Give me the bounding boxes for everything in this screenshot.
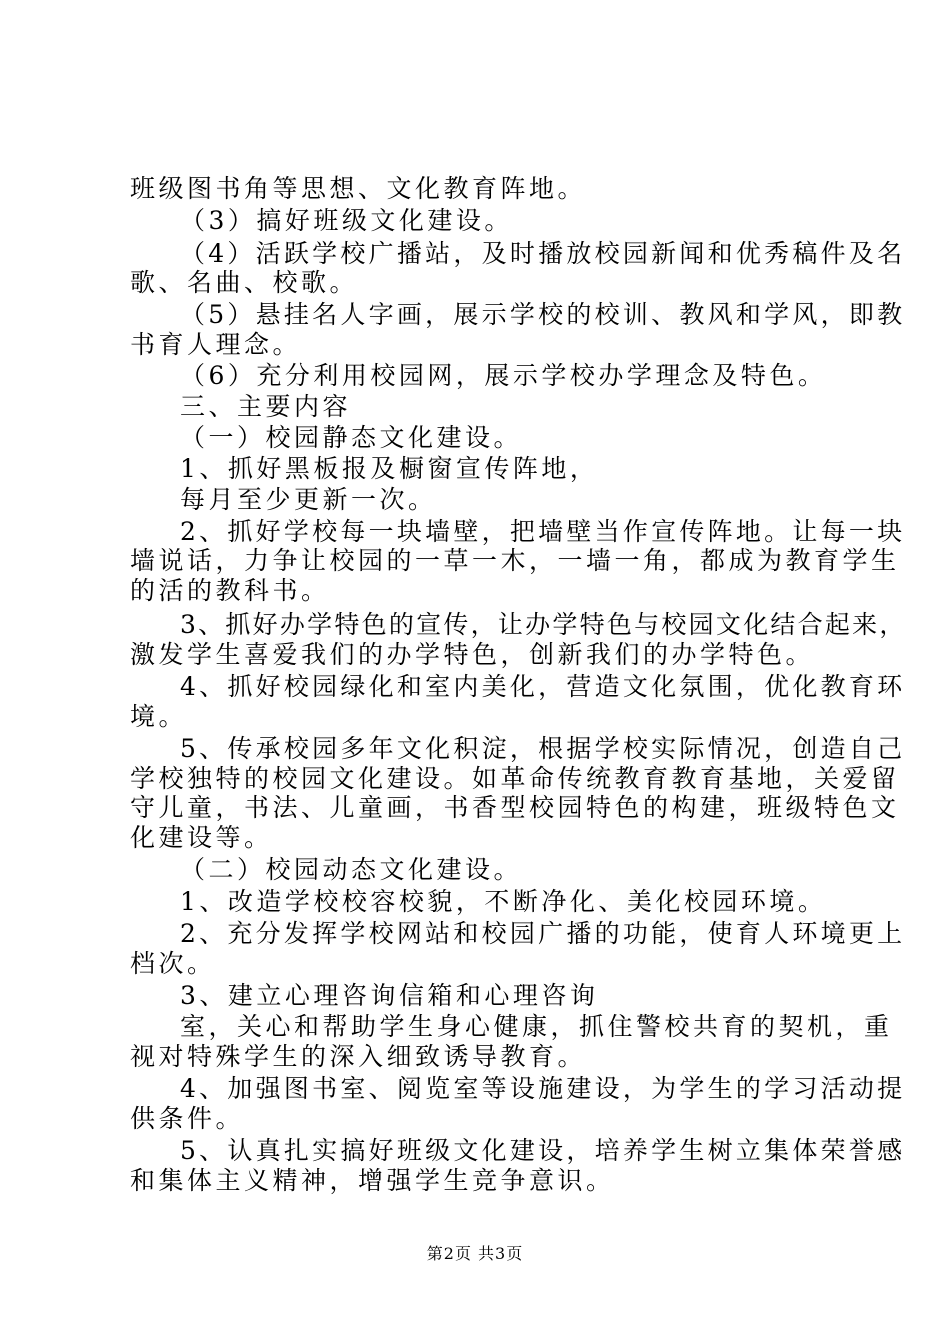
text-line: （3）搞好班级文化建设。 bbox=[180, 206, 513, 235]
text-line: 4、加强图书室、阅览室等设施建设，为学生的学习活动提 bbox=[180, 1074, 906, 1103]
text-line: （5）悬挂名人字画，展示学校的校训、教风和学风，即教 bbox=[180, 300, 906, 329]
section-heading: 三、主要内容 bbox=[180, 392, 352, 421]
text-line: 供条件。 bbox=[130, 1104, 245, 1133]
text-line: 的活的教科书。 bbox=[130, 576, 330, 605]
text-line: 档次。 bbox=[130, 949, 216, 978]
text-line: 3、建立心理咨询信箱和心理咨询 bbox=[180, 981, 599, 1010]
text-line: （6）充分利用校园网，展示学校办学理念及特色。 bbox=[180, 361, 827, 390]
text-line: 3、抓好办学特色的宣传，让办学特色与校园文化结合起来， bbox=[180, 610, 907, 639]
text-line: 2、抓好学校每一块墙壁，把墙壁当作宣传阵地。让每一块 bbox=[180, 517, 906, 546]
text-line: 歌、名曲、校歌。 bbox=[130, 268, 359, 297]
text-line: 5、传承校园多年文化积淀，根据学校实际情况，创造自己 bbox=[180, 734, 906, 763]
text-line: 1、改造学校校容校貌，不断净化、美化校园环境。 bbox=[180, 887, 827, 916]
subsection-heading: （一）校园静态文化建设。 bbox=[180, 423, 523, 452]
text-line: 1、抓好黑板报及橱窗宣传阵地， bbox=[180, 454, 599, 483]
text-line: 和集体主义精神，增强学生竞争意识。 bbox=[130, 1166, 615, 1195]
text-line: 2、充分发挥学校网站和校园广播的功能，使育人环境更上 bbox=[180, 919, 906, 948]
text-line: 书育人理念。 bbox=[130, 330, 302, 359]
text-line: 班级图书角等思想、文化教育阵地。 bbox=[130, 174, 587, 203]
text-line: 每月至少更新一次。 bbox=[180, 485, 437, 514]
text-line: 5、认真扎实搞好班级文化建设，培养学生树立集体荣誉感 bbox=[180, 1136, 906, 1165]
text-line: 境。 bbox=[130, 702, 188, 731]
text-line: 墙说话，力争让校园的一草一木，一墙一角，都成为教育学生 bbox=[130, 546, 900, 575]
text-line: 室，关心和帮助学生身心健康，抓住警校共育的契机，重 bbox=[180, 1012, 893, 1041]
text-line: 化建设等。 bbox=[130, 823, 273, 852]
text-line: 学校独特的校园文化建设。如革命传统教育教育基地，关爱留 bbox=[130, 764, 900, 793]
text-line: （4）活跃学校广播站，及时播放校园新闻和优秀稿件及名 bbox=[180, 239, 906, 268]
page-number-footer: 第2页 共3页 bbox=[426, 1244, 524, 1263]
text-line: 激发学生喜爱我们的办学特色，创新我们的办学特色。 bbox=[130, 640, 815, 669]
text-line: 4、抓好校园绿化和室内美化，营造文化氛围，优化教育环 bbox=[180, 672, 906, 701]
text-line: 视对特殊学生的深入细致诱导教育。 bbox=[130, 1042, 587, 1071]
text-line: 守儿童，书法、儿童画，书香型校园特色的构建，班级特色文 bbox=[130, 793, 900, 822]
subsection-heading: （二）校园动态文化建设。 bbox=[180, 855, 523, 884]
